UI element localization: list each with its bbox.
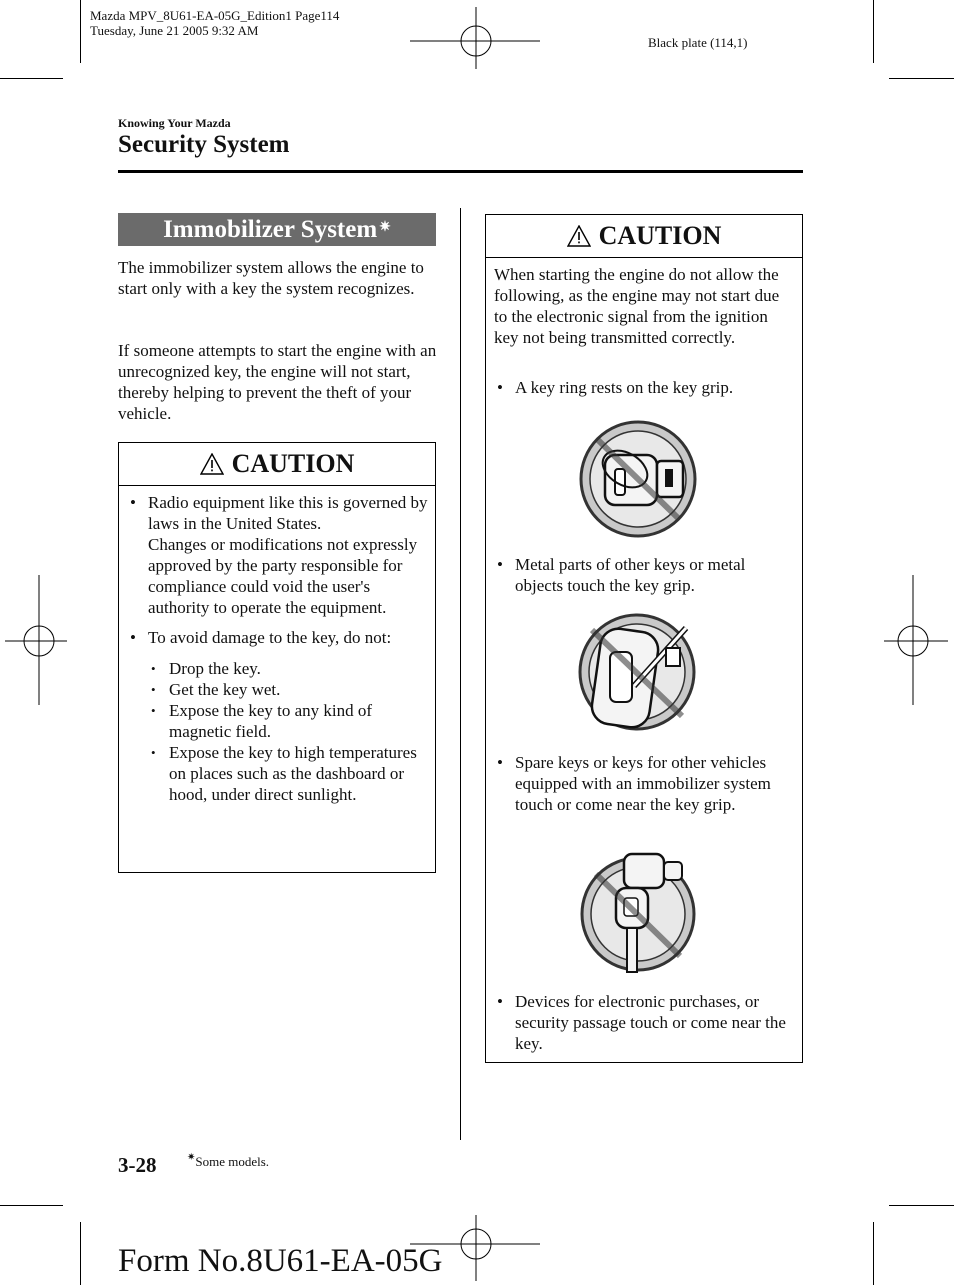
bullet-text: Spare keys or keys for other vehicles equipped with an immobilizer system touch or come near the key grip. [515,753,771,814]
column-divider [460,208,461,1140]
warning-triangle-icon [200,453,224,475]
print-info-line1: Mazda MPV_8U61-EA-05G_Edition1 Page114 [90,8,340,23]
form-number: Form No.8U61-EA-05G [118,1243,443,1279]
caution-header [486,215,802,258]
crop-mark [0,78,63,79]
crop-mark [889,78,954,79]
page-number: 3-28 [118,1153,157,1177]
crop-mark [873,1222,874,1285]
sub-list-item: • Get the key wet. [151,680,281,699]
footnote-marker: ✷ [187,1152,196,1163]
list-item: • Spare keys or keys for other vehicles equipped with an immobilizer system touch or come near the key grip. [494,752,794,815]
warning-triangle-icon [567,225,591,247]
crop-mark [889,1205,954,1206]
bullet-text: Radio equipment like this is governed by laws in the United States. [148,493,428,533]
theft-paragraph: If someone attempts to start the engine with an unrecognized key, the engine will not start, thereby helping to prevent the theft of your vehicle. [118,341,437,423]
registration-mark-top [410,5,544,71]
intro-paragraph: The immobilizer system allows the engine to start only with a key the system recognizes. [118,258,424,298]
section-label: Knowing Your Mazda [118,116,231,130]
title-rule [118,170,803,173]
list-item: • To avoid damage to the key, do not: • Drop the key. • Get the key wet. • Expose the key to any kind of magnetic field. • Expose the key to high temperatures on places such as the dashboard or hood, under direct sunlight. [119,627,429,805]
caution-box-left [118,442,436,873]
sub-list-item: • Expose the key to any kind of magnetic field. [151,701,373,741]
no-key-ring-icon [575,417,701,541]
caution-header [119,443,435,486]
list-item: • Metal parts of other keys or metal objects touch the key grip. [494,554,794,596]
crop-mark [80,0,81,63]
crop-mark [873,0,874,63]
banner-title: Immobilizer System [163,216,378,243]
bullet-text-cont: Changes or modifications not expressly approved by the party responsible for compliance could void the user's authority to operate the equipment. [148,535,418,617]
crop-mark [80,1222,81,1285]
print-info-line2: Tuesday, June 21 2005 9:32 AM [90,23,259,38]
bullet-text: Metal parts of other keys or metal objects touch the key grip. [515,555,746,595]
footnote-text: Some models. [195,1154,270,1169]
plate-label: Black plate (114,1) [648,35,748,50]
caution-title: CAUTION [231,449,355,478]
banner-marker: ✷ [379,220,391,235]
bullet-text: A key ring rests on the key grip. [515,378,734,397]
sub-list-item: • Drop the key. [151,659,261,678]
no-metal-contact-icon [574,608,710,740]
footnote [187,1152,269,1168]
page-title: Security System [118,131,290,158]
list-item: • Radio equipment like this is governed by laws in the United States. Changes or modifications not expressly approved by the party responsible for compliance could void the user's authority to operate the equipment. [130,493,428,617]
caution-intro: When starting the engine do not allow the following, as the engine may not start due to the electronic signal from the ignition key not being transmitted correctly. [494,265,780,347]
caution-title: CAUTION [598,221,722,250]
no-spare-keys-icon [578,848,702,976]
immobilizer-banner [118,213,436,246]
bullet-text: To avoid damage to the key, do not: [148,628,392,647]
list-item: • A key ring rests on the key grip. [494,377,794,398]
list-item: • Devices for electronic purchases, or security passage touch or come near the key. [494,991,794,1054]
registration-mark-left [5,575,71,709]
print-info [90,8,339,38]
bullet-text: Devices for electronic purchases, or security passage touch or come near the key. [515,992,786,1053]
registration-mark-right [880,575,950,709]
sub-list-item: • Expose the key to high temperatures on places such as the dashboard or hood, under direct sunlight. [151,743,417,804]
crop-mark [0,1205,63,1206]
